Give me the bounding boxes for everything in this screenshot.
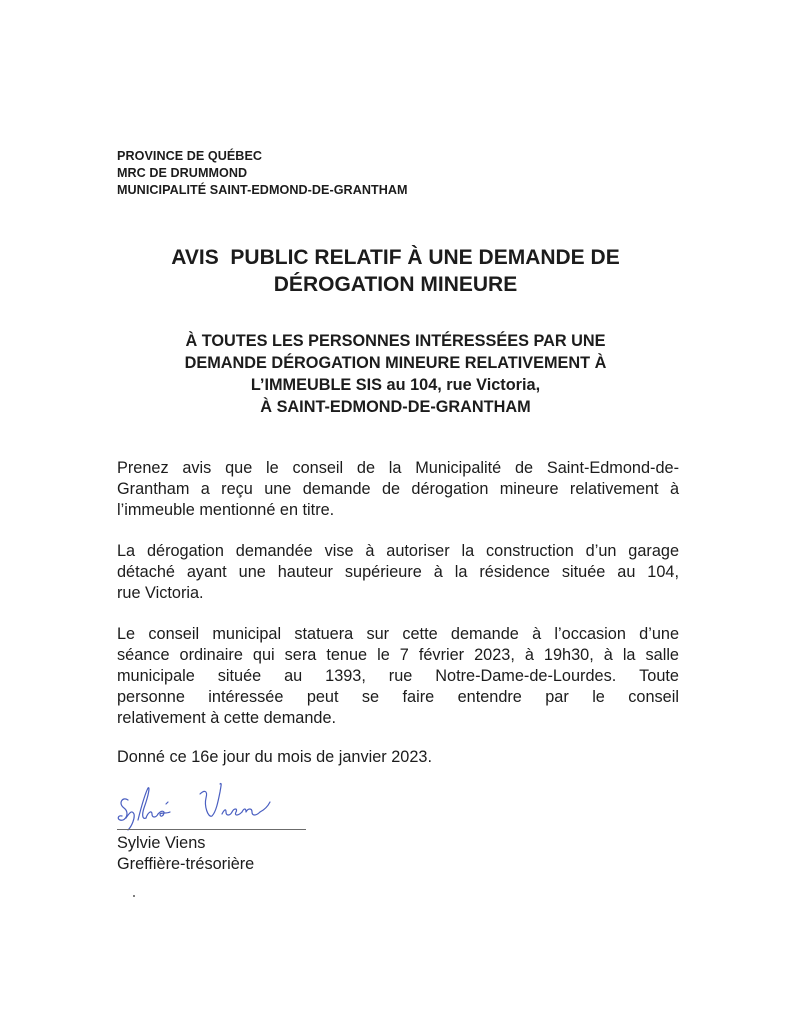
- paragraph-meeting: [117, 624, 679, 729]
- word: intéressée: [208, 688, 284, 706]
- body-line: relativement à cette demande.: [117, 709, 337, 727]
- body-line: Le conseil municipal statuera sur cette demande à l’occasion d’une: [117, 625, 679, 643]
- letterhead-province: PROVINCE DE QUÉBEC: [117, 149, 263, 163]
- word: 1393,: [325, 667, 366, 685]
- word: municipale: [117, 667, 195, 685]
- word: entendre: [457, 688, 522, 706]
- subtitle-line-2: DEMANDE DÉROGATION MINEURE RELATIVEMENT À: [184, 354, 607, 372]
- paragraph-notice: [117, 458, 679, 521]
- body-line: [117, 666, 679, 687]
- word: Notre-Dame-de-Lourdes.: [435, 667, 617, 685]
- addressee-heading: [100, 330, 691, 418]
- signer-role: Greffière-trésorière: [117, 855, 255, 873]
- word: conseil: [628, 688, 679, 706]
- word: rue: [388, 667, 413, 685]
- subtitle-line-4: À SAINT-EDMOND-DE-GRANTHAM: [260, 398, 531, 416]
- letterhead-mrc: MRC DE DRUMMOND: [117, 166, 248, 180]
- notice-body: [117, 458, 679, 749]
- paragraph-derogation: [117, 541, 679, 604]
- body-line: détaché ayant une hauteur supérieure à la résidence située au 104,: [117, 563, 679, 581]
- letterhead: [117, 148, 408, 199]
- body-line: Prenez avis que le conseil de la Municipalité de Saint-Edmond-de-: [117, 459, 679, 477]
- body-line: l’immeuble mentionné en titre.: [117, 501, 335, 519]
- word: faire: [402, 688, 435, 706]
- signature-line: [117, 829, 306, 830]
- handwritten-signature: [114, 782, 314, 832]
- title-line-2: DÉROGATION MINEURE: [273, 273, 518, 296]
- date-given: Donné ce 16e jour du mois de janvier 2023.: [117, 748, 432, 766]
- word: personne: [117, 688, 185, 706]
- subtitle-line-1: À TOUTES LES PERSONNES INTÉRESSÉES PAR UNE: [185, 332, 606, 350]
- word: se: [361, 688, 380, 706]
- word: située: [217, 667, 262, 685]
- body-line: Grantham a reçu une demande de dérogation mineure relativement à: [117, 480, 679, 498]
- scan-speck: [133, 895, 135, 897]
- word: le: [592, 688, 605, 706]
- word: peut: [306, 688, 339, 706]
- title-line-1: AVIS PUBLIC RELATIF À UNE DEMANDE DE: [171, 246, 620, 269]
- word: au: [284, 667, 303, 685]
- body-line: rue Victoria.: [117, 584, 204, 602]
- body-line: [117, 687, 679, 708]
- signer-block: [117, 833, 254, 875]
- body-line: séance ordinaire qui sera tenue le 7 février 2023, à 19h30, à la salle: [117, 646, 679, 664]
- signer-name: Sylvie Viens: [117, 834, 206, 852]
- document-title: [100, 244, 691, 298]
- letterhead-municipality: MUNICIPALITÉ SAINT-EDMOND-DE-GRANTHAM: [117, 183, 408, 197]
- word: Toute: [639, 667, 679, 685]
- subtitle-line-3: L’IMMEUBLE SIS au 104, rue Victoria,: [250, 376, 541, 394]
- body-line: La dérogation demandée vise à autoriser la construction d’un garage: [117, 542, 679, 560]
- word: par: [545, 688, 569, 706]
